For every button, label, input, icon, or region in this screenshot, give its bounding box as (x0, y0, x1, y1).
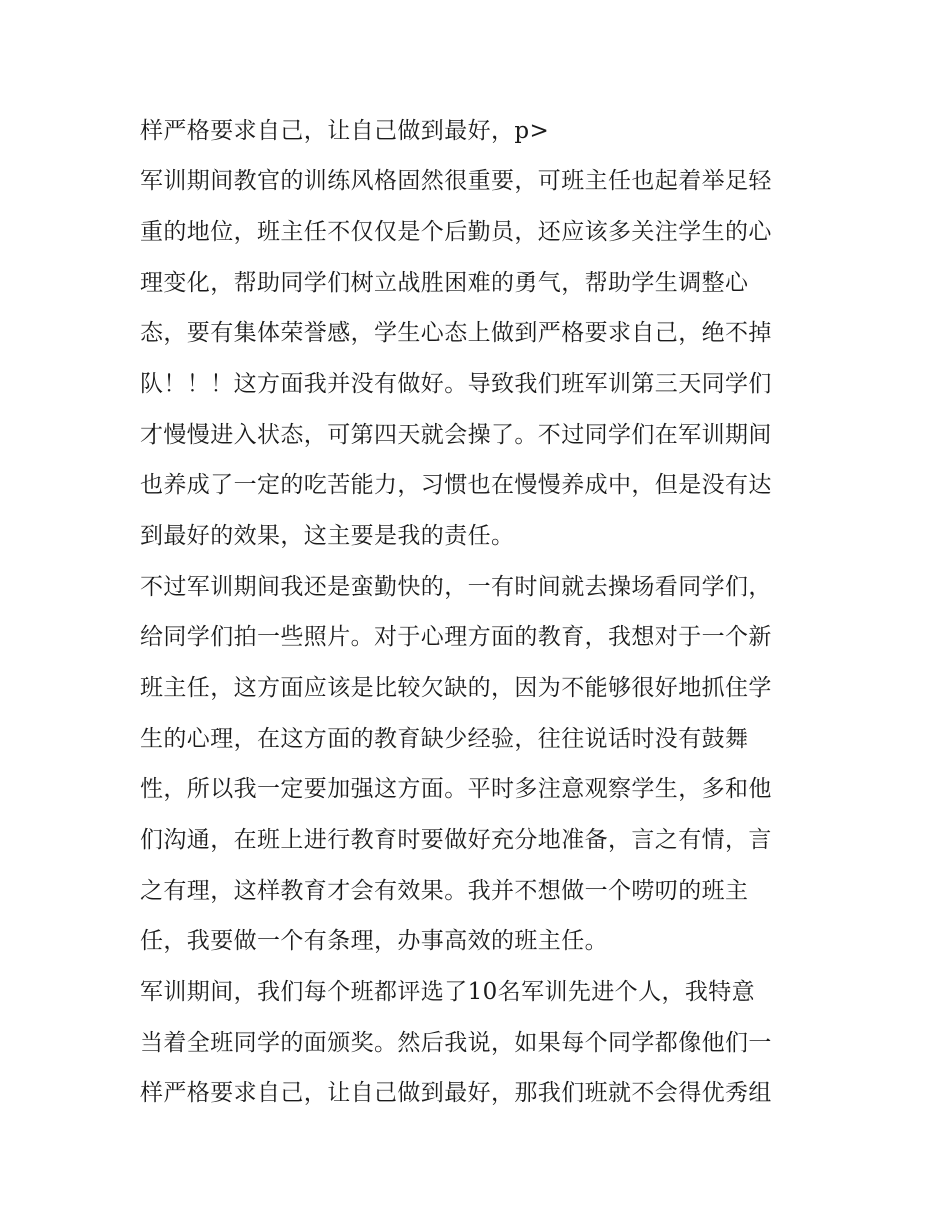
text-line: 队！！！这方面我并没有做好。导致我们班军训第三天同学们 (140, 371, 772, 397)
text-line: 当着全班同学的面颁奖。然后我说，如果每个同学都像他们一 (140, 1030, 772, 1056)
text-line: 不过军训期间我还是蛮勤快的，一有时间就去操场看同学们， (140, 574, 772, 600)
text-line: 军训期间，我们每个班都评选了10名军训先进个人，我特意 (140, 979, 756, 1005)
text-line: 到最好的效果，这主要是我的责任。 (140, 523, 515, 549)
text-line: 性，所以我一定要加强这方面。平时多注意观察学生，多和他 (140, 776, 772, 802)
text-line: 任，我要做一个有条理，办事高效的班主任。 (140, 928, 608, 954)
text-line: 军训期间教官的训练风格固然很重要，可班主任也起着举足轻 (140, 168, 772, 194)
text-line: 给同学们拍一些照片。对于心理方面的教育，我想对于一个新 (140, 624, 772, 650)
text-line: 才慢慢进入状态，可第四天就会操了。不过同学们在军训期间 (140, 422, 772, 448)
text-line: 之有理，这样教育才会有效果。我并不想做一个唠叨的班主 (140, 878, 749, 904)
text-line: 重的地位，班主任不仅仅是个后勤员，还应该多关注学生的心 (140, 219, 772, 245)
text-line: 理变化，帮助同学们树立战胜困难的勇气，帮助学生调整心 (140, 270, 749, 296)
text-line: 班主任，这方面应该是比较欠缺的，因为不能够很好地抓住学 (140, 675, 772, 701)
text-line: 们沟通，在班上进行教育时要做好充分地准备，言之有情，言 (140, 827, 772, 853)
text-line: 态，要有集体荣誉感，学生心态上做到严格要求自己，绝不掉 (140, 320, 772, 346)
text-line: 样严格要求自己，让自己做到最好，那我们班就不会得优秀组 (140, 1080, 772, 1106)
text-line: 生的心理，在这方面的教育缺少经验，往往说话时没有鼓舞 (140, 726, 749, 752)
text-line: 也养成了一定的吃苦能力，习惯也在慢慢养成中，但是没有达 (140, 472, 772, 498)
text-line: 样严格要求自己，让自己做到最好，p> (140, 118, 550, 144)
